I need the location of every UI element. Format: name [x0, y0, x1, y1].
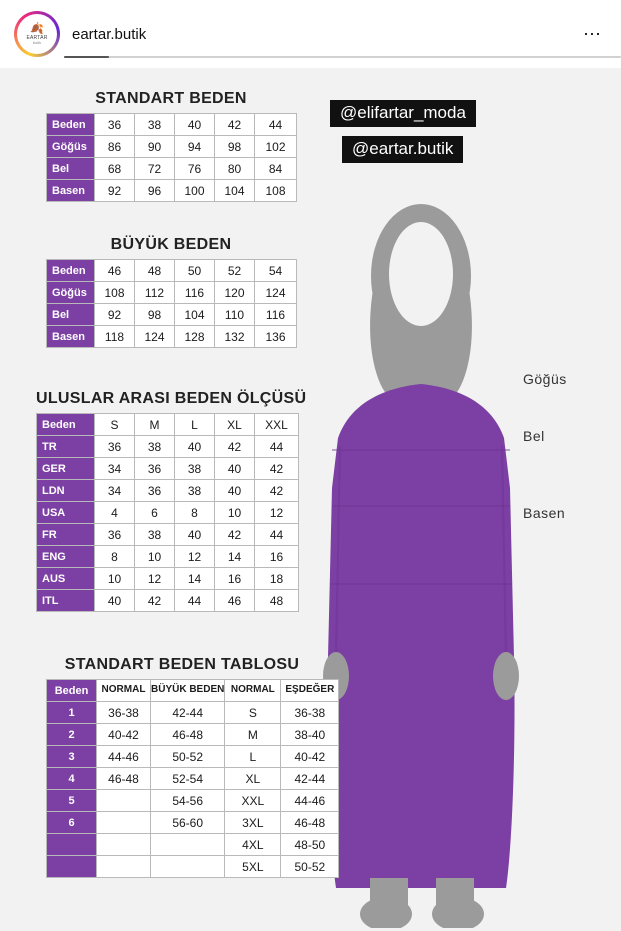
cell: 68	[95, 158, 135, 180]
table-row	[47, 304, 297, 326]
cell: 42	[255, 480, 299, 502]
cell: 132	[215, 326, 255, 348]
cell: 56-60	[151, 812, 225, 834]
table-row	[47, 158, 297, 180]
cell: 38	[135, 436, 175, 458]
cell: S	[225, 702, 281, 724]
cell: 36	[135, 480, 175, 502]
row-label: 1	[47, 702, 97, 724]
cell: 12	[135, 568, 175, 590]
cell	[151, 834, 225, 856]
row-label: TR	[37, 436, 95, 458]
cell: 50-52	[151, 746, 225, 768]
cell: 14	[215, 546, 255, 568]
mannequin-figure	[316, 188, 546, 928]
cell: 4	[95, 502, 135, 524]
cell: 116	[175, 282, 215, 304]
row-label: Bel	[47, 304, 95, 326]
cell: 8	[175, 502, 215, 524]
cell: 52	[215, 260, 255, 282]
cell: 80	[215, 158, 255, 180]
cell: 40	[215, 480, 255, 502]
cell: 108	[255, 180, 297, 202]
cell: 18	[255, 568, 299, 590]
table-title-uluslararasi: ULUSLAR ARASI BEDEN ÖLÇÜSÜ	[36, 390, 307, 407]
row-label: ITL	[37, 590, 95, 612]
cell: M	[225, 724, 281, 746]
header-label: Beden	[37, 414, 95, 436]
cell: 38	[175, 458, 215, 480]
cell: 6	[135, 502, 175, 524]
story-username[interactable]: eartar.butik	[72, 25, 147, 43]
row-label: 3	[47, 746, 97, 768]
cell: 8	[95, 546, 135, 568]
table-standart-beden	[46, 113, 297, 202]
cell: 90	[135, 136, 175, 158]
avatar-brand-sub: butik	[32, 39, 42, 45]
row-label: Basen	[47, 326, 95, 348]
cell: 76	[175, 158, 215, 180]
table-row	[37, 568, 299, 590]
cell: 100	[175, 180, 215, 202]
cell: 46-48	[281, 812, 339, 834]
row-label: Bel	[47, 158, 95, 180]
row-label: USA	[37, 502, 95, 524]
cell: 36	[135, 458, 175, 480]
story-header	[0, 0, 621, 68]
cell: 52-54	[151, 768, 225, 790]
table-row	[37, 590, 299, 612]
cell: 14	[175, 568, 215, 590]
row-label: ENG	[37, 546, 95, 568]
cell: 38-40	[281, 724, 339, 746]
table-row	[47, 790, 339, 812]
table-row	[47, 702, 339, 724]
cell: 124	[135, 326, 175, 348]
mention-sticker-1[interactable]: @elifartar_moda	[330, 100, 476, 127]
table-block-uluslararasi	[36, 390, 307, 612]
table-row	[37, 524, 299, 546]
cell: 102	[255, 136, 297, 158]
cell	[97, 856, 151, 878]
row-label: 2	[47, 724, 97, 746]
cell: 36-38	[281, 702, 339, 724]
cell: 44	[255, 114, 297, 136]
cell: 98	[215, 136, 255, 158]
table-row	[47, 260, 297, 282]
cell: 116	[255, 304, 297, 326]
cell: 36-38	[97, 702, 151, 724]
cell: XXL	[225, 790, 281, 812]
header-cell: M	[135, 414, 175, 436]
cell: 42	[215, 524, 255, 546]
cell: 16	[255, 546, 299, 568]
cell: 40	[175, 524, 215, 546]
row-label: FR	[37, 524, 95, 546]
cell: 36	[95, 114, 135, 136]
cell: 44-46	[281, 790, 339, 812]
table-row	[47, 856, 339, 878]
table-row	[47, 724, 339, 746]
avatar[interactable]	[14, 11, 60, 57]
cell: 104	[215, 180, 255, 202]
cell: 124	[255, 282, 297, 304]
header-cell: NORMAL	[97, 680, 151, 702]
table-row	[47, 326, 297, 348]
cell: 46-48	[97, 768, 151, 790]
cell: 5XL	[225, 856, 281, 878]
table-row	[47, 768, 339, 790]
cell	[151, 856, 225, 878]
cell: 42	[135, 590, 175, 612]
cell: 38	[135, 524, 175, 546]
cell: 40-42	[97, 724, 151, 746]
cell: 50-52	[281, 856, 339, 878]
table-row	[37, 436, 299, 458]
header-cell: Beden	[47, 680, 97, 702]
cell: 44	[175, 590, 215, 612]
header-cell: EŞDEĞER	[281, 680, 339, 702]
row-label: Basen	[47, 180, 95, 202]
header-cell: NORMAL	[225, 680, 281, 702]
cell: 94	[175, 136, 215, 158]
table-block-buyuk-beden	[46, 236, 297, 348]
cell: 128	[175, 326, 215, 348]
cell: 92	[95, 180, 135, 202]
row-label: Beden	[47, 260, 95, 282]
cell: 48-50	[281, 834, 339, 856]
table-title-standart-beden: STANDART BEDEN	[95, 90, 247, 107]
cell: 44-46	[97, 746, 151, 768]
cell: 42-44	[281, 768, 339, 790]
row-label: AUS	[37, 568, 95, 590]
cell: 98	[135, 304, 175, 326]
row-label: 4	[47, 768, 97, 790]
cell: 44	[255, 436, 299, 458]
table-row	[37, 480, 299, 502]
table-row	[47, 282, 297, 304]
cell: 48	[135, 260, 175, 282]
cell: 110	[215, 304, 255, 326]
cell: 38	[175, 480, 215, 502]
row-label: 5	[47, 790, 97, 812]
header-cell: XL	[215, 414, 255, 436]
mention-sticker-2[interactable]: @eartar.butik	[342, 136, 463, 163]
row-label: Beden	[47, 114, 95, 136]
cell: 10	[215, 502, 255, 524]
cell: 112	[135, 282, 175, 304]
table-header-row	[47, 680, 339, 702]
cell: 104	[175, 304, 215, 326]
table-row	[37, 546, 299, 568]
table-title-standart-beden-tablosu: STANDART BEDEN TABLOSU	[64, 656, 300, 673]
cell: 84	[255, 158, 297, 180]
row-label: Göğüs	[47, 136, 95, 158]
cell: 12	[175, 546, 215, 568]
leaf-icon: 🍂	[30, 22, 44, 35]
table-row	[47, 180, 297, 202]
cell: 96	[135, 180, 175, 202]
table-title-buyuk-beden: BÜYÜK BEDEN	[110, 236, 232, 253]
cell: 136	[255, 326, 297, 348]
cell: 48	[255, 590, 299, 612]
table-header-row	[37, 414, 299, 436]
cell: 40	[95, 590, 135, 612]
table-row	[47, 834, 339, 856]
avatar-inner	[17, 14, 57, 54]
cell: 108	[95, 282, 135, 304]
cell: 42	[215, 436, 255, 458]
cell: 4XL	[225, 834, 281, 856]
row-label: GER	[37, 458, 95, 480]
row-label: LDN	[37, 480, 95, 502]
table-uluslararasi	[36, 413, 299, 612]
cell: 54	[255, 260, 297, 282]
cell: L	[225, 746, 281, 768]
more-options-icon[interactable]: ⋯	[583, 23, 603, 44]
cell	[97, 790, 151, 812]
cell: 42	[255, 458, 299, 480]
cell	[97, 812, 151, 834]
cell: 72	[135, 158, 175, 180]
cell: 118	[95, 326, 135, 348]
row-label: 6	[47, 812, 97, 834]
table-row	[37, 502, 299, 524]
cell: 16	[215, 568, 255, 590]
row-label	[47, 834, 97, 856]
table-buyuk-beden	[46, 259, 297, 348]
figure-label-gogus: Göğüs	[523, 371, 567, 387]
cell: 10	[95, 568, 135, 590]
table-row	[47, 114, 297, 136]
cell: 46	[215, 590, 255, 612]
cell: 120	[215, 282, 255, 304]
cell: 92	[95, 304, 135, 326]
table-row	[47, 812, 339, 834]
cell: 40	[175, 436, 215, 458]
table-row	[47, 746, 339, 768]
cell: 34	[95, 458, 135, 480]
figure-label-bel: Bel	[523, 428, 545, 444]
cell: 86	[95, 136, 135, 158]
story-media	[0, 68, 621, 931]
table-standart-beden-tablosu	[46, 679, 339, 878]
cell: 12	[255, 502, 299, 524]
cell: 36	[95, 524, 135, 546]
cell: 40	[215, 458, 255, 480]
cell: 10	[135, 546, 175, 568]
row-label: Göğüs	[47, 282, 95, 304]
cell	[97, 834, 151, 856]
table-block-standart-beden	[46, 90, 297, 202]
table-block-standart-beden-tablosu	[46, 656, 339, 878]
cell: 50	[175, 260, 215, 282]
cell: 46-48	[151, 724, 225, 746]
cell: 40-42	[281, 746, 339, 768]
cell: 36	[95, 436, 135, 458]
cell: 34	[95, 480, 135, 502]
cell: 44	[255, 524, 299, 546]
cell: XL	[225, 768, 281, 790]
figure-label-basen: Basen	[523, 505, 566, 521]
cell: 54-56	[151, 790, 225, 812]
header-cell: L	[175, 414, 215, 436]
table-row	[37, 458, 299, 480]
brand-logo	[19, 16, 55, 52]
table-row	[47, 136, 297, 158]
story-progress-bar[interactable]	[64, 56, 621, 58]
cell: 38	[135, 114, 175, 136]
header-cell: BÜYÜK BEDEN	[151, 680, 225, 702]
row-label	[47, 856, 97, 878]
cell: 40	[175, 114, 215, 136]
header-cell: S	[95, 414, 135, 436]
header-cell: XXL	[255, 414, 299, 436]
cell: 3XL	[225, 812, 281, 834]
cell: 46	[95, 260, 135, 282]
avatar-brand-label: EARTAR	[26, 34, 48, 41]
story-progress-fill	[64, 56, 109, 58]
cell: 42-44	[151, 702, 225, 724]
cell: 42	[215, 114, 255, 136]
